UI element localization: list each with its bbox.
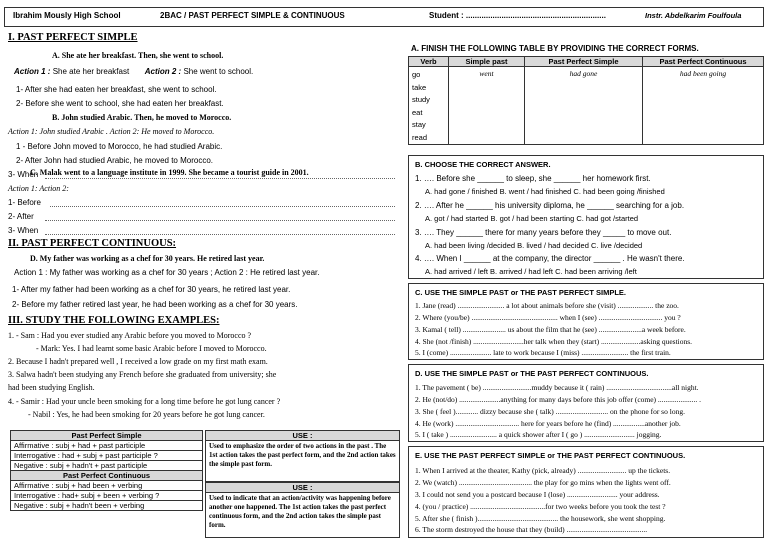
- example-c: C. Malak went to a language institute in 1999. She became a tourist guide in 2001.: [30, 168, 309, 177]
- part1-title: I. PAST PERFECT SIMPLE: [8, 32, 138, 43]
- answer-line[interactable]: [45, 220, 395, 221]
- answer-line[interactable]: [45, 234, 395, 235]
- section-d-box: [408, 364, 764, 442]
- example-b-3: 3- When: [8, 170, 39, 179]
- example-b: B. John studied Arabic. Then, he moved to Morocco.: [52, 113, 232, 122]
- exercise-line[interactable]: 5. I (come) ...................... late to work because I (miss) ......................... the first train.: [415, 348, 671, 357]
- exercise-line[interactable]: 6. The storm destroyed the house that they (build) ...........................................: [415, 525, 648, 534]
- question: 2. …. After he ______ his university diploma, he ______ searching for a job.: [415, 201, 685, 210]
- use-box-1: USE : Used to emphasize the order of two actions in the past . The 1st action takes the past perfect form, and the 2nd action takes the simple past form.: [205, 430, 400, 482]
- verb-list: go take study eat stay read: [409, 67, 449, 145]
- instructor-name: Instr. Abdelkarim Foulfoula: [645, 11, 742, 20]
- section-b-title: B. CHOOSE THE CORRECT ANSWER.: [415, 160, 551, 169]
- section-c-title: C. USE THE SIMPLE PAST or THE PAST PERFECT SIMPLE.: [415, 288, 626, 297]
- ppc-row: Interrogative : had+ subj + been + verbing ?: [11, 491, 203, 501]
- example-c-1: 1- Before: [8, 198, 41, 207]
- exercise-line[interactable]: 5. After she ( finish )........................................... the housework, she went shopping.: [415, 514, 666, 523]
- pps-row: Affirmative : subj + had + past participle: [11, 441, 203, 451]
- school-name: Ibrahim Mously High School: [13, 11, 121, 20]
- simple-past-cell[interactable]: went: [449, 67, 525, 145]
- part3-title: III. STUDY THE FOLLOWING EXAMPLES:: [8, 315, 220, 326]
- section-d-title: D. USE THE SIMPLE PAST or THE PAST PERFECT CONTINUOUS.: [415, 369, 649, 378]
- example-c-actions: Action 1: Action 2:: [8, 184, 69, 193]
- example-c-3: 3- When: [8, 226, 39, 235]
- exercise-line[interactable]: 3. I could not send you a postcard because I (lose) ........................... your address.: [415, 490, 660, 499]
- exercise-line[interactable]: 1. When I arrived at the theater, Kathy (pick, already) .......................... up the tickets.: [415, 466, 671, 475]
- section-e-box: [408, 446, 764, 538]
- options[interactable]: A. got / had started B. got / had been starting C. had got /started: [425, 214, 639, 223]
- exercise-line[interactable]: 3. She ( feel )............ dizzy because she ( talk) ............................ on the phone for so long.: [415, 407, 685, 416]
- section-e-title: E. USE THE PAST PERFECT SIMPLE or THE PAST PERFECT CONTINUOUS.: [415, 451, 686, 460]
- col-header: Past Perfect Simple: [525, 57, 643, 67]
- pps-row: Interrogative : had + subj + past participle ?: [11, 451, 203, 461]
- example-4b: - Nabil : Yes, he had been smoking for 20 years before he got lung cancer.: [28, 410, 265, 419]
- example-4: 4. - Samir : Had your uncle been smoking for a long time before he got lung cancer ?: [8, 397, 281, 406]
- example-d-actions: Action 1 : My father was working as a chef for 30 years ; Action 2 : He retired last year.: [14, 268, 320, 277]
- example-d: D. My father was working as a chef for 30 years. He retired last year.: [30, 254, 265, 263]
- options[interactable]: A. had arrived / left B. arrived / had left C. had been arriving /left: [425, 267, 637, 276]
- col-header: Simple past: [449, 57, 525, 67]
- example-2: 2. Because I hadn't prepared well , I received a low grade on my first math exam.: [8, 357, 268, 366]
- exercise-line[interactable]: 4. He (work) .................................. here for years before he (find) .................another job.: [415, 419, 681, 428]
- answer-line[interactable]: [45, 178, 395, 179]
- use-text-1: Used to emphasize the order of two actions in the past . The 1st action takes the past perfect form, and the 2nd action takes the simple past form.: [209, 442, 396, 468]
- ppc-row: Negative : subj + hadn't been + verbing: [11, 501, 203, 511]
- example-c-2: 2- After: [8, 212, 34, 221]
- question: 1. …. Before she ______ to sleep, she ______ her homework first.: [415, 174, 651, 183]
- example-a-actions: Action 1 : She ate her breakfast Action 2 : She went to school.: [14, 67, 254, 76]
- answer-line[interactable]: [50, 206, 395, 207]
- part2-title: II. PAST PERFECT CONTINUOUS:: [8, 238, 177, 249]
- example-b-actions: Action 1: John studied Arabic . Action 2: He moved to Morocco.: [8, 127, 215, 136]
- question: 3. …. They ______ there for many years before they _____ to move out.: [415, 228, 672, 237]
- exercise-line[interactable]: 2. He (not/do) ......................anything for many days before this job offer (come) ..................... .: [415, 395, 702, 404]
- example-d-1: 1- After my father had been working as a chef for 30 years, he retired last year.: [12, 285, 291, 294]
- example-b-2: 2- After John had studied Arabic, he moved to Morocco.: [16, 156, 213, 165]
- pps-row: Negative : subj + hadn't + past participle: [11, 461, 203, 471]
- question: 4. …. When I ______ at the company, the director ______ . He wasn't there.: [415, 254, 685, 263]
- past-perfect-continuous-cell[interactable]: had been going: [643, 67, 764, 145]
- example-b-1: 1 - Before John moved to Morocco, he had studied Arabic.: [16, 142, 223, 151]
- course-title: 2BAC / PAST PERFECT SIMPLE & CONTINUOUS: [160, 11, 345, 20]
- example-a-2: 2- Before she went to school, she had eaten her breakfast.: [16, 99, 224, 108]
- options[interactable]: A. had gone / finished B. went / had finished C. had been going /finished: [425, 187, 665, 196]
- exercise-line[interactable]: 1. Jane (read) ......................... a lot about animals before she (visit) ................... the zoo.: [415, 301, 679, 310]
- past-perfect-cell[interactable]: had gone: [525, 67, 643, 145]
- ppc-header: Past Perfect Continuous: [11, 471, 203, 481]
- example-1: 1. - Sam : Had you ever studied any Arabic before you moved to Morocco ?: [8, 331, 252, 340]
- summary-table: [10, 430, 203, 511]
- exercise-line[interactable]: 4. She (not /finish) ...........................her talk when they (start) .....................asking questions.: [415, 337, 693, 346]
- section-b-box: [408, 155, 764, 279]
- example-3: 3. Salwa hadn't been studying any French before she graduated from university; she: [8, 370, 277, 379]
- header-bar: [4, 7, 764, 27]
- exercise-line[interactable]: 2. Where (you/be) .............................................. when I (see) .................................. you ?: [415, 313, 681, 322]
- section-a-title: A. FINISH THE FOLLOWING TABLE BY PROVIDING THE CORRECT FORMS.: [411, 44, 699, 53]
- example-d-2: 2- Before my father retired last year, he had been working as a chef for 30 years.: [12, 300, 298, 309]
- col-header: Verb: [409, 57, 449, 67]
- use-box-2: USE : Used to indicate that an action/activity was happening before another one happened. The 1st action takes the past perfect continuous form, and the 2nd action takes the simple past form.: [205, 482, 400, 538]
- exercise-line[interactable]: 4. (you / practice) ........................................for two weeks before you took the test ?: [415, 502, 666, 511]
- example-a-1: 1- After she had eaten her breakfast, she went to school.: [16, 85, 217, 94]
- example-3b: had been studying English.: [8, 383, 95, 392]
- exercise-line[interactable]: 5. I ( take ) ......................... a quick shower after I ( go ) ........................... jogging.: [415, 430, 662, 439]
- exercise-line[interactable]: 3. Kamal ( tell) ....................... us about the film that he (see) .......................a week before.: [415, 325, 686, 334]
- exercise-line[interactable]: 1. The pavement ( be) ..........................muddy because it ( rain) ...................................all night.: [415, 383, 699, 392]
- example-1b: - Mark: Yes. I had learnt some basic Arabic before I moved to Morocco.: [36, 344, 267, 353]
- example-a: A. She ate her breakfast. Then, she went to school.: [52, 51, 224, 60]
- use-text-2: Used to indicate that an action/activity was happening before another one happened. The 1st action takes the past perfect continuous form, and the 2nd action takes the simple past form.: [209, 494, 391, 529]
- student-field[interactable]: Student : ...............................................................: [429, 11, 606, 20]
- options[interactable]: A. had been living /decided B. lived / had decided C. live /decided: [425, 241, 643, 250]
- pps-header: Past Perfect Simple: [11, 431, 203, 441]
- ppc-row: Affirmative : subj + had been + verbing: [11, 481, 203, 491]
- verb-table: [408, 56, 764, 145]
- col-header: Past Perfect Continuous: [643, 57, 764, 67]
- section-c-box: [408, 283, 764, 360]
- exercise-line[interactable]: 2. We (watch) ....................................... the play for go mins when the lights went off.: [415, 478, 671, 487]
